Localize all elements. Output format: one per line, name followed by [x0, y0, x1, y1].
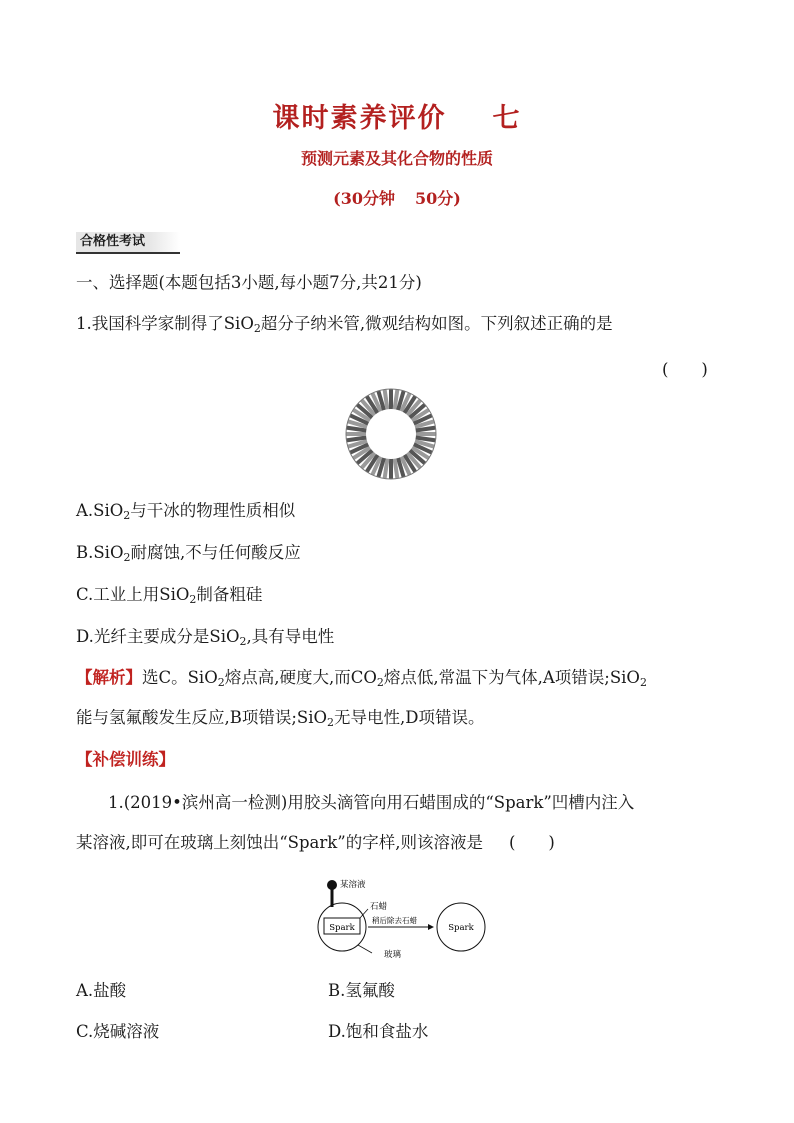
- label-wax: 石蜡: [370, 902, 388, 912]
- section-tag: 合格性考试: [76, 232, 180, 254]
- question-1-stem: 1.我国科学家制得了SiO$_2$超分子纳米管,微观结构如图。下列叙述正确的是: [76, 314, 613, 335]
- spark-left-text: Spark: [329, 923, 355, 933]
- label-glass: 玻璃: [384, 950, 402, 960]
- spark-right-text: Spark: [448, 923, 474, 933]
- supplement-tag: 【补偿训练】: [76, 750, 175, 769]
- nanotube-image: [345, 388, 437, 480]
- supp-option-b: B.氢氟酸: [328, 981, 395, 1000]
- q1-option-a: A.SiO$_2$与干冰的物理性质相似: [76, 501, 296, 522]
- analysis-line-1: 【解析】选C。SiO$_2$熔点高,硬度大,而$CO_2$熔点低,常温下为气体,A项错误;SiO$_2$: [76, 668, 647, 689]
- supp-option-a: A.盐酸: [76, 981, 127, 1000]
- q1-option-d: D.光纤主要成分是SiO$_2$,具有导电性: [76, 627, 335, 648]
- supplement-stem-2: 某溶液,即可在玻璃上刻蚀出“Spark”的字样,则该溶液是 ( ): [76, 833, 555, 852]
- page-subtitle: 预测元素及其化合物的性质: [300, 149, 493, 168]
- supplement-stem-1: 1.(2019•滨州高一检测)用胶头滴管向用石蜡围成的“Spark”凹槽内注入: [108, 793, 635, 812]
- supp-option-d: D.饱和食盐水: [328, 1022, 429, 1041]
- supp-option-c: C.烧碱溶液: [76, 1022, 160, 1041]
- part-heading: 一、选择题(本题包括3小题,每小题7分,共21分): [76, 273, 422, 292]
- analysis-line-2: 能与氢氟酸发生反应,B项错误;SiO$_2$无导电性,D项错误。: [76, 708, 485, 729]
- analysis-tag: 【解析】: [76, 668, 142, 687]
- time-score: (30分钟 50分): [333, 189, 461, 208]
- q1-option-c: C.工业上用SiO$_2$制备粗硅: [76, 585, 263, 606]
- answer-blank: ( ): [662, 360, 708, 379]
- spark-diagram: [312, 873, 492, 968]
- label-solution: 某溶液: [340, 880, 366, 890]
- q1-option-b: B.SiO$_2$耐腐蚀,不与任何酸反应: [76, 543, 301, 564]
- label-arrow: 稍后除去石蜡: [372, 916, 417, 925]
- dropper-bulb-icon: [327, 880, 337, 890]
- arrow-head-icon: [428, 924, 434, 930]
- page-title: 课时素养评价 七: [272, 103, 522, 134]
